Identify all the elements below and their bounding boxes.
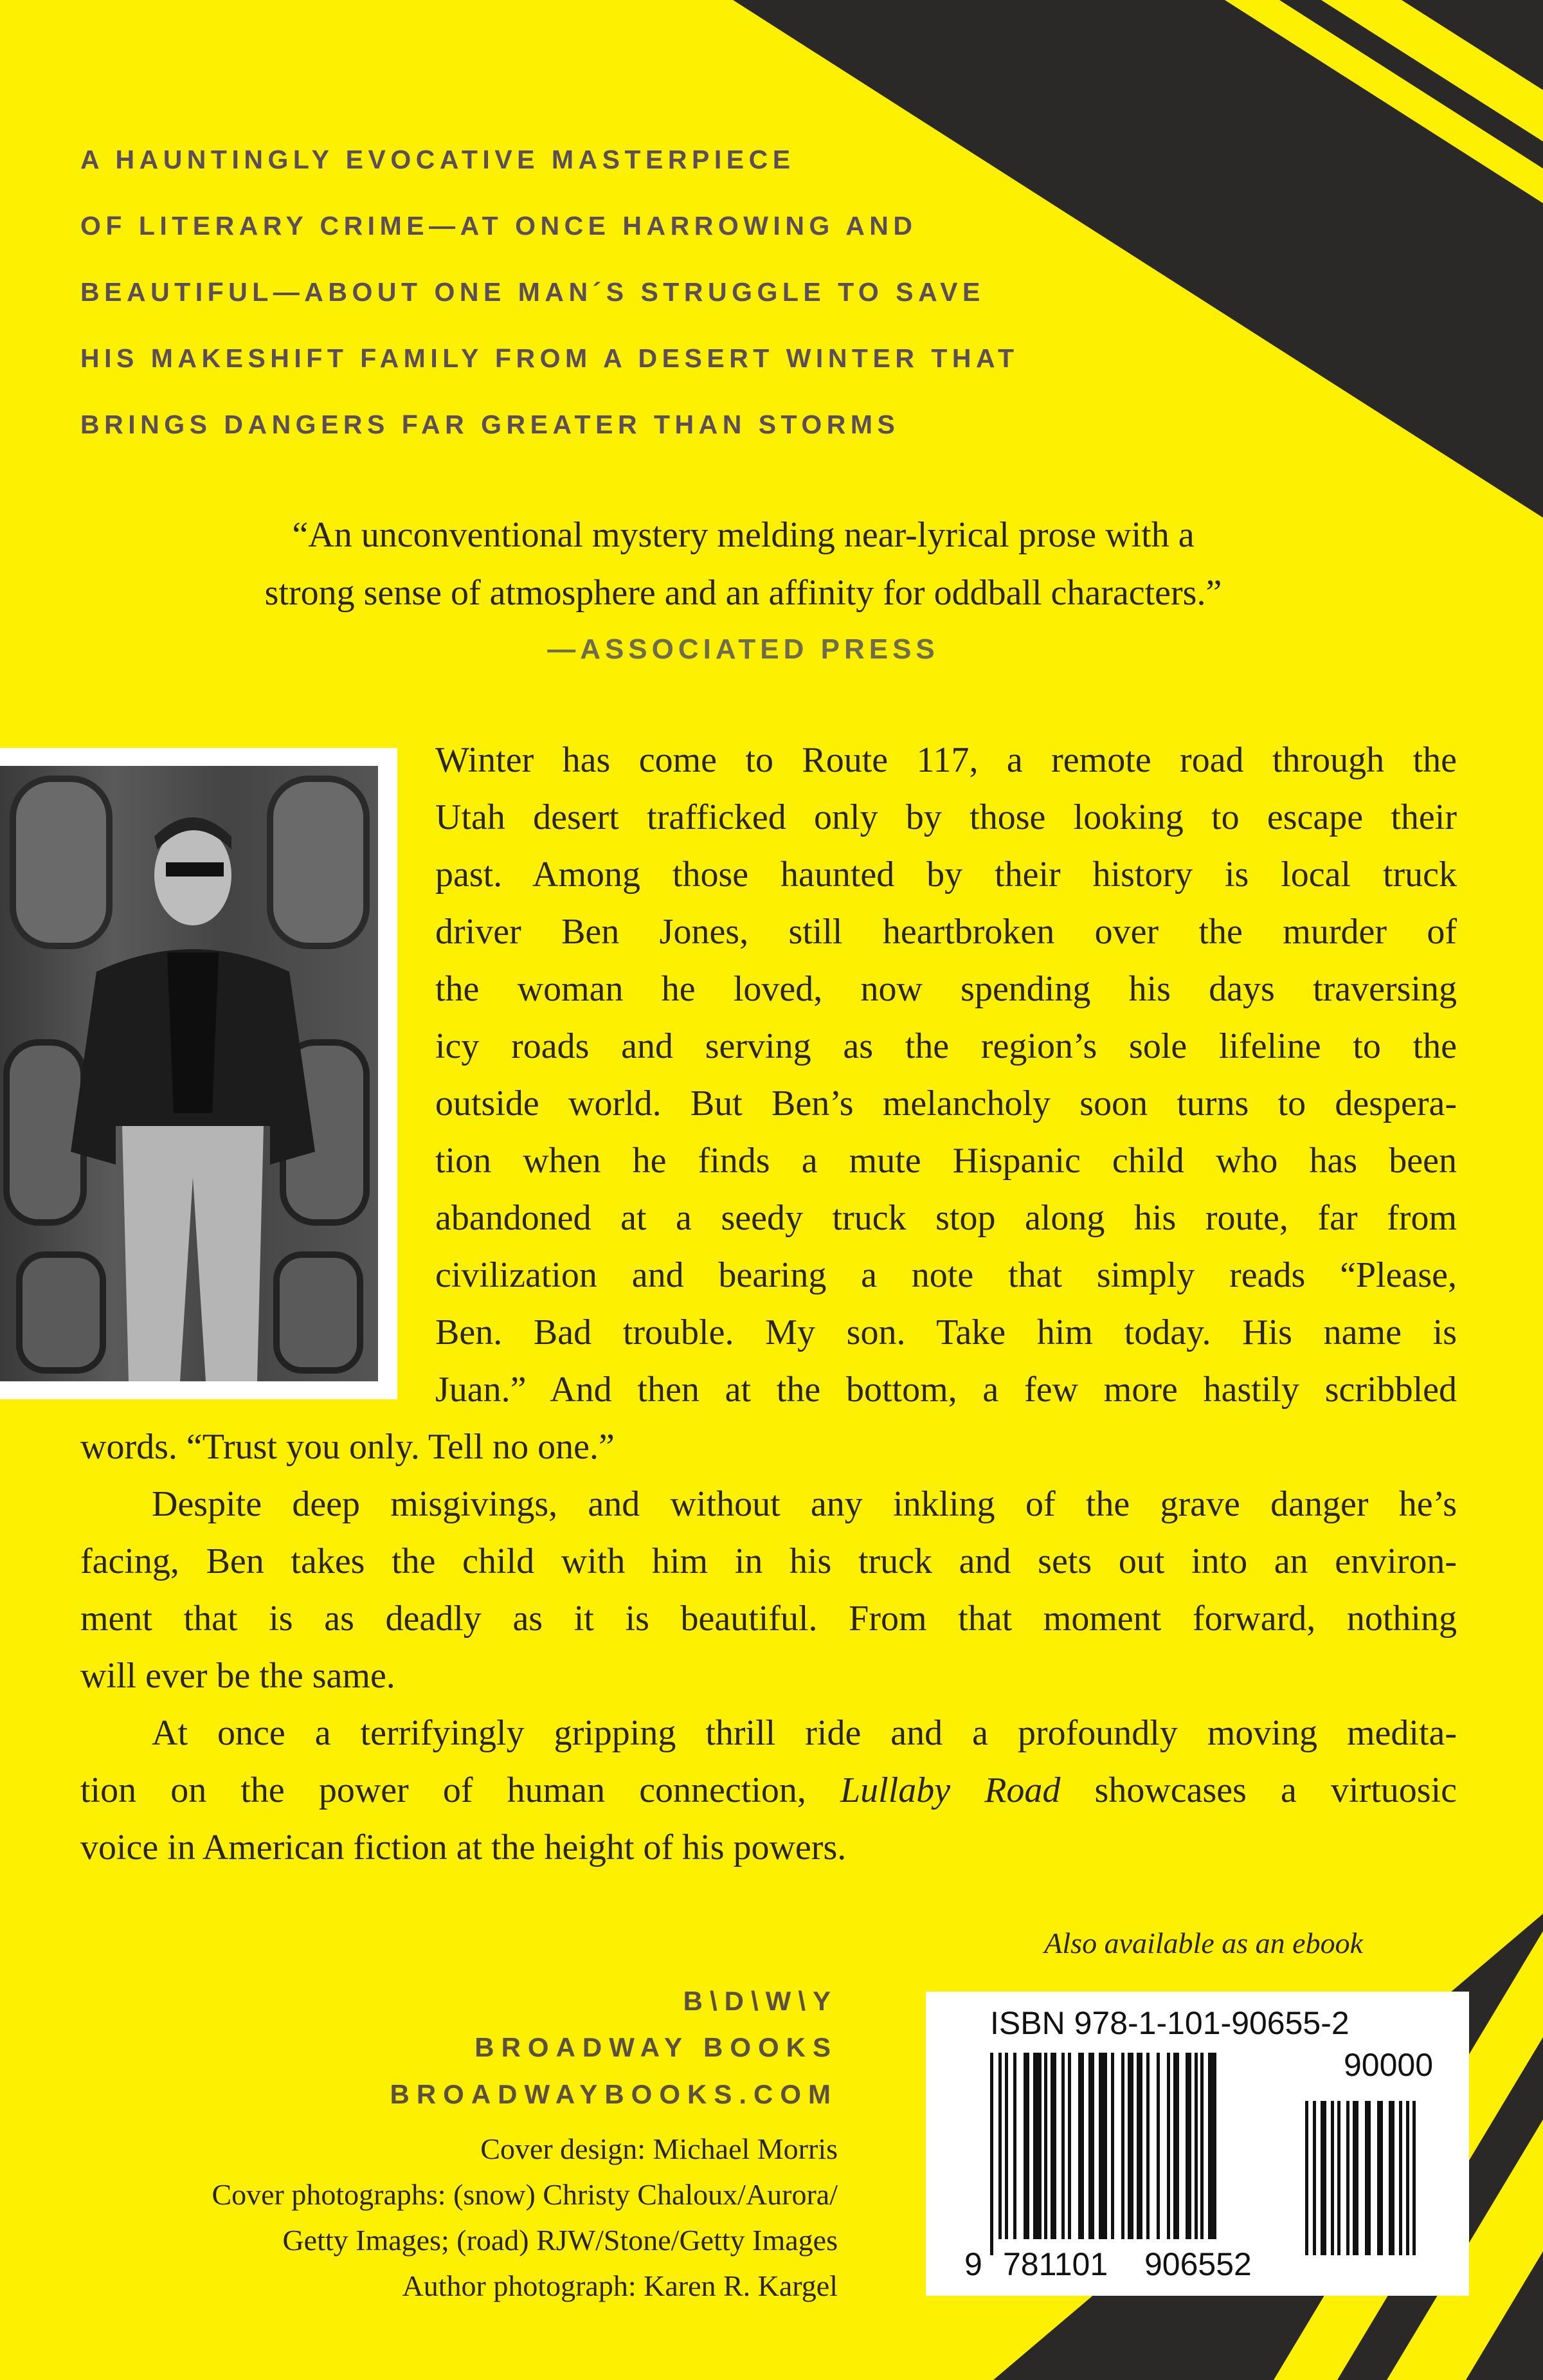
description-line: civilization and bearing a note that simply reads “Please, xyxy=(435,1255,1457,1295)
barcode-bar xyxy=(1121,2053,1124,2239)
credit-line: Author photograph: Karen R. Kargel xyxy=(402,2269,838,2302)
barcode-bar xyxy=(1208,2053,1216,2239)
barcode-bar xyxy=(1078,2053,1084,2239)
barcode-bar xyxy=(1195,2053,1198,2239)
description-line: the woman he loved, now spending his days traversing xyxy=(435,969,1457,1009)
barcode-bar xyxy=(1128,2053,1133,2239)
price-code: 90000 xyxy=(1344,2047,1434,2083)
barcode-bar xyxy=(1346,2101,1349,2255)
author-photo-image xyxy=(0,766,378,1381)
barcode-bar xyxy=(1331,2101,1334,2255)
isbn-text: ISBN 978-1-101-90655-2 xyxy=(990,2005,1349,2041)
bottom-stripe-corner xyxy=(1466,2251,1543,2380)
description-line xyxy=(80,1768,1457,1813)
barcode-digit-first: 9 xyxy=(964,2246,982,2282)
description-line: Ben. Bad trouble. My son. Take him today. His name is xyxy=(435,1313,1457,1352)
barcode-bar xyxy=(1337,2101,1340,2255)
barcode-bar xyxy=(1024,2053,1029,2239)
barcode-bar xyxy=(1051,2053,1056,2239)
barcode-bar xyxy=(1167,2053,1170,2239)
barcode-bar xyxy=(1005,2053,1008,2239)
barcode-bar xyxy=(1157,2053,1160,2239)
description-line: Utah desert trafficked only by those looking to escape their xyxy=(435,797,1457,837)
tagline-line: BEAUTIFUL—ABOUT ONE MAN´S STRUGGLE TO SAVE xyxy=(80,277,985,307)
barcode-bar xyxy=(1412,2101,1416,2255)
barcode-bar xyxy=(1044,2053,1047,2239)
barcode-bar xyxy=(1186,2053,1191,2239)
description-line: words. “Trust you only. Tell no one.” xyxy=(80,1427,615,1467)
description-line: facing, Ben takes the child with him in his truck and sets out into an environ- xyxy=(80,1541,1457,1581)
barcode-bar xyxy=(1321,2101,1326,2255)
barcode-bar xyxy=(990,2053,993,2255)
barcode-bar xyxy=(1033,2053,1042,2239)
description-text: showcases a virtuosic xyxy=(1060,1770,1457,1810)
description-line: will ever be the same. xyxy=(80,1656,395,1696)
barcode-bar xyxy=(1146,2053,1150,2239)
barcode-bar xyxy=(1173,2053,1179,2239)
author-photo xyxy=(0,748,397,1399)
description-line: driver Ben Jones, still heartbroken over the murder of xyxy=(435,912,1457,952)
barcode-bar xyxy=(1406,2101,1409,2255)
tagline-line: OF LITERARY CRIME—AT ONCE HARROWING AND xyxy=(80,211,917,241)
barcode-digits-right: 906552 xyxy=(1144,2246,1252,2282)
barcode-bar xyxy=(1377,2101,1383,2255)
barcode-bar xyxy=(1137,2053,1142,2239)
isbn-barcode xyxy=(926,1992,1469,2296)
tagline-line: BRINGS DANGERS FAR GREATER THAN STORMS xyxy=(80,410,900,439)
barcode-bar xyxy=(1365,2101,1371,2255)
description-line: ment that is as deadly as it is beautiful. From that moment forward, nothing xyxy=(80,1599,1457,1639)
barcode-bar xyxy=(1353,2101,1358,2255)
description-line: outside world. But Ben’s melancholy soon turns to despera- xyxy=(435,1084,1457,1123)
barcode-bar xyxy=(1061,2053,1065,2239)
description-line: abandoned at a seedy truck stop along his route, far from xyxy=(435,1198,1457,1238)
ebook-note: Also available as an ebook xyxy=(1044,1927,1363,1959)
barcode-bar xyxy=(1088,2053,1094,2239)
barcode-bar xyxy=(1013,2053,1016,2239)
description-line: Juan.” And then at the bottom, a few more hastily scribbled xyxy=(435,1370,1457,1410)
barcode-bar xyxy=(1200,2053,1204,2239)
publisher-name: BROADWAY BOOKS xyxy=(474,2032,838,2062)
description-line: voice in American fiction at the height of his powers. xyxy=(80,1828,847,1867)
barcode-bar xyxy=(1389,2101,1394,2255)
tagline-line: HIS MAKESHIFT FAMILY FROM A DESERT WINTER THAT xyxy=(80,343,1019,373)
credit-line: Getty Images; (road) RJW/Stone/Getty Images xyxy=(282,2224,838,2257)
quote-attribution: —ASSOCIATED PRESS xyxy=(547,633,939,665)
barcode-digits-left: 781101 xyxy=(1003,2246,1108,2282)
credit-line: Cover design: Michael Morris xyxy=(480,2132,838,2165)
barcode-bar xyxy=(1305,2101,1308,2255)
quote-line: strong sense of atmosphere and an affinity for oddball characters.” xyxy=(264,573,1222,613)
description-text: tion on the power of human connection, xyxy=(80,1770,840,1810)
barcode-bar xyxy=(1313,2101,1316,2255)
publisher-url[interactable]: BROADWAYBOOKS.COM xyxy=(390,2079,838,2109)
description-line: Despite deep misgivings, and without any inkling of the grave danger he’s xyxy=(152,1484,1457,1524)
credit-line: Cover photographs: (snow) Christy Chaloux/Aurora/ xyxy=(212,2178,838,2211)
barcode-bar xyxy=(1399,2101,1402,2255)
description-line: icy roads and serving as the region’s sole lifeline to the xyxy=(435,1026,1457,1066)
barcode-bar xyxy=(1068,2053,1071,2239)
tagline-line: A HAUNTINGLY EVOCATIVE MASTERPIECE xyxy=(80,145,795,174)
description-line: past. Among those haunted by their history is local truck xyxy=(435,855,1457,895)
quote-line: “An unconventional mystery melding near-lyrical prose with a xyxy=(292,515,1195,555)
barcode-bar xyxy=(998,2053,1002,2239)
barcode-bar xyxy=(1099,2053,1107,2239)
description-line: Winter has come to Route 117, a remote road through the xyxy=(435,740,1457,780)
publisher-logo: B\D\W\Y xyxy=(683,1986,838,2016)
description-line: At once a terrifyingly gripping thrill ride and a profoundly moving medita- xyxy=(152,1713,1457,1753)
description-line: tion when he finds a mute Hispanic child who has been xyxy=(435,1141,1457,1181)
barcode-bar xyxy=(1111,2053,1114,2239)
book-title: Lullaby Road xyxy=(840,1770,1061,1810)
